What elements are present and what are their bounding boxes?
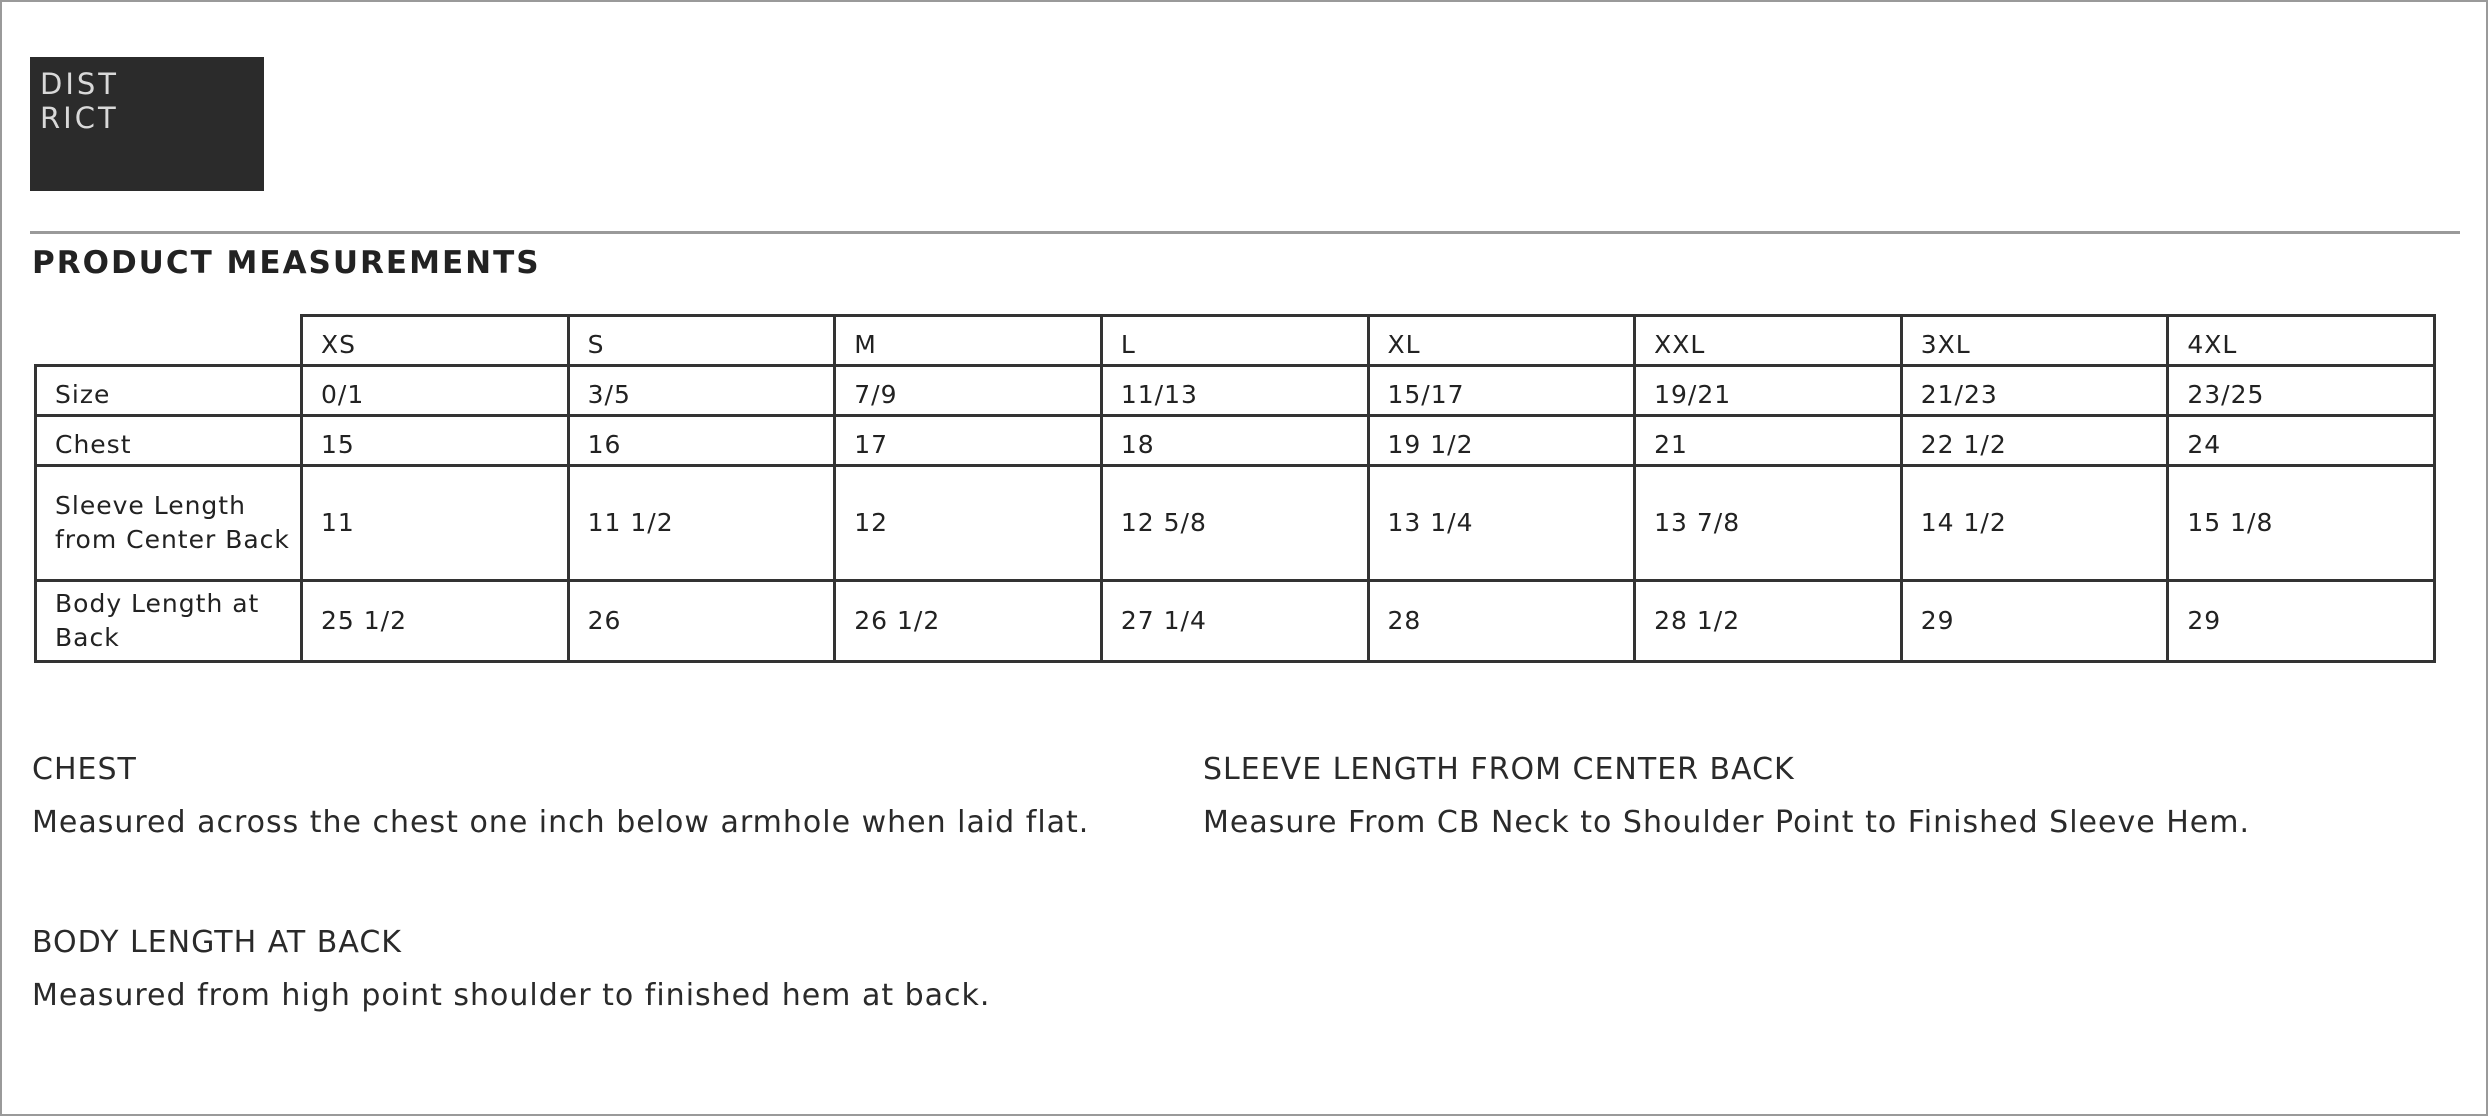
header-divider	[30, 231, 2460, 234]
table-cell: 15 1/8	[2168, 466, 2435, 581]
table-row	[36, 366, 2435, 416]
size-header-m: M	[835, 316, 1102, 366]
table-cell: 16	[568, 416, 835, 466]
size-header-xxl: XXL	[1635, 316, 1902, 366]
table-cell: 27 1/4	[1101, 581, 1368, 662]
table-cell: 21	[1635, 416, 1902, 466]
table-cell: 0/1	[302, 366, 569, 416]
table-cell: 11 1/2	[568, 466, 835, 581]
size-header-xl: XL	[1368, 316, 1635, 366]
table-cell: 22 1/2	[1901, 416, 2168, 466]
table-cell: 21/23	[1901, 366, 2168, 416]
size-header-xs: XS	[302, 316, 569, 366]
row-label: Body Length at Back	[36, 581, 302, 662]
row-label: Size	[36, 366, 302, 416]
header-blank-cell	[36, 316, 302, 366]
table-cell: 15/17	[1368, 366, 1635, 416]
table-row	[36, 416, 2435, 466]
sleeve-note-heading: SLEEVE LENGTH FROM CENTER BACK	[1203, 752, 1795, 787]
table-cell: 17	[835, 416, 1102, 466]
chest-note-text: Measured across the chest one inch below armhole when laid flat.	[32, 805, 1090, 840]
sleeve-note-text: Measure From CB Neck to Shoulder Point to Finished Sleeve Hem.	[1203, 805, 2250, 840]
table-cell: 14 1/2	[1901, 466, 2168, 581]
row-label: Sleeve Length from Center Back	[36, 466, 302, 581]
table-cell: 11/13	[1101, 366, 1368, 416]
table-cell: 24	[2168, 416, 2435, 466]
table-cell: 28 1/2	[1635, 581, 1902, 662]
table-row	[36, 466, 2435, 581]
table-cell: 11	[302, 466, 569, 581]
table-cell: 26	[568, 581, 835, 662]
table-cell: 3/5	[568, 366, 835, 416]
chest-note-heading: CHEST	[32, 752, 137, 787]
table-cell: 28	[1368, 581, 1635, 662]
table-cell: 19 1/2	[1368, 416, 1635, 466]
table-cell: 12 5/8	[1101, 466, 1368, 581]
table-cell: 29	[1901, 581, 2168, 662]
table-cell: 18	[1101, 416, 1368, 466]
table-cell: 7/9	[835, 366, 1102, 416]
table-header-row	[36, 316, 2435, 366]
table-cell: 23/25	[2168, 366, 2435, 416]
row-label: Chest	[36, 416, 302, 466]
table-cell: 13 7/8	[1635, 466, 1902, 581]
chest-note	[32, 752, 1089, 840]
size-header-l: L	[1101, 316, 1368, 366]
brand-logo	[30, 57, 264, 191]
table-cell: 26 1/2	[835, 581, 1102, 662]
brand-logo-text: DIST RICT	[40, 67, 120, 135]
size-header-s: S	[568, 316, 835, 366]
table-cell: 12	[835, 466, 1102, 581]
size-header-3xl: 3XL	[1901, 316, 2168, 366]
body-length-note	[32, 925, 990, 1013]
table-cell: 19/21	[1635, 366, 1902, 416]
sleeve-note	[1203, 752, 2250, 840]
body-length-note-text: Measured from high point shoulder to finished hem at back.	[32, 978, 991, 1013]
body-length-note-heading: BODY LENGTH AT BACK	[32, 925, 402, 960]
measurements-table	[34, 314, 2436, 663]
table-cell: 13 1/4	[1368, 466, 1635, 581]
size-header-4xl: 4XL	[2168, 316, 2435, 366]
table-cell: 29	[2168, 581, 2435, 662]
table-cell: 15	[302, 416, 569, 466]
table-row	[36, 581, 2435, 662]
page-title: PRODUCT MEASUREMENTS	[32, 245, 541, 281]
table-cell: 25 1/2	[302, 581, 569, 662]
